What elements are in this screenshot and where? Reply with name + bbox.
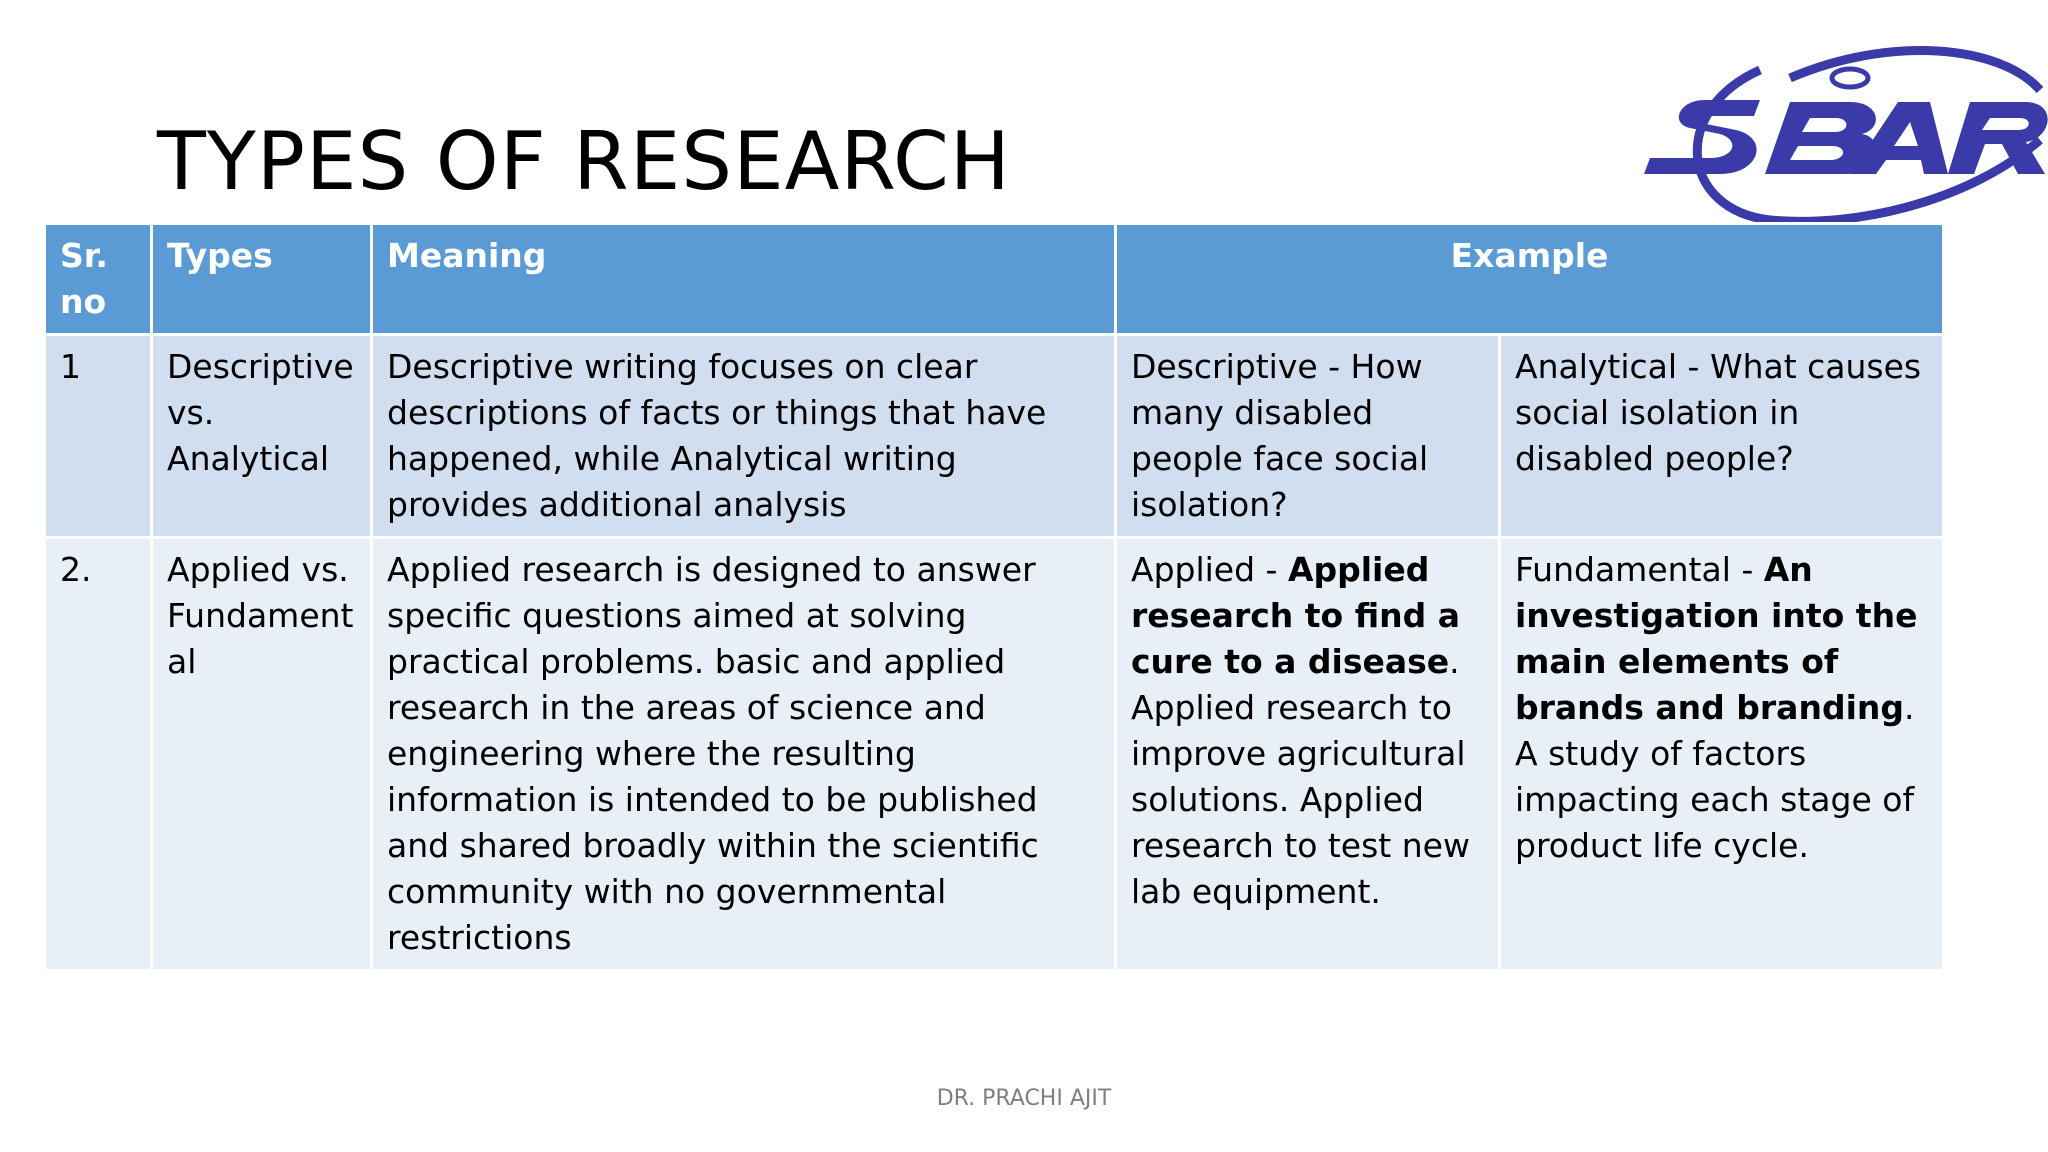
example-applied-prefix: Applied - (1131, 550, 1288, 589)
example-fundamental-bold: An investigation into the main elements of brands and branding (1515, 550, 1918, 727)
table-header-row (45, 224, 1944, 335)
cell-example-analytical: Analytical - What causes social isolation in disabled people? (1500, 335, 1944, 538)
example-applied-bold: Applied research to find a cure to a disease (1131, 550, 1461, 681)
sibar-logo (1640, 30, 2048, 230)
cell-example-applied (1116, 538, 1500, 971)
header-types: Types (152, 224, 372, 335)
cell-example-fundamental (1500, 538, 1944, 971)
header-meaning: Meaning (372, 224, 1116, 335)
slide-title: TYPES OF RESEARCH (157, 115, 1011, 208)
cell-types: Descriptive vs. Analytical (152, 335, 372, 538)
header-sr-no: Sr. no (45, 224, 152, 335)
research-types-table (43, 222, 1945, 972)
cell-sr-no: 2. (45, 538, 152, 971)
example-fundamental-rest: . A study of factors impacting each stage of product life cycle. (1515, 688, 1915, 865)
slide-footer: DR. PRACHI AJIT (936, 1086, 1112, 1111)
cell-sr-no: 1 (45, 335, 152, 538)
cell-types: Applied vs. Fundament al (152, 538, 372, 971)
example-fundamental-prefix: Fundamental - (1515, 550, 1764, 589)
example-applied-rest: . Applied research to improve agricultural solutions. Applied research to test new lab equipment. (1131, 642, 1470, 911)
cell-example-descriptive: Descriptive - How many disabled people face social isolation? (1116, 335, 1500, 538)
header-example: Example (1116, 224, 1944, 335)
table-row (45, 335, 1944, 538)
cell-meaning: Descriptive writing focuses on clear descriptions of facts or things that have happened, while Analytical writing provides additional analysis (372, 335, 1116, 538)
table-row (45, 538, 1944, 971)
cell-meaning: Applied research is designed to answer specific questions aimed at solving practical problems. basic and applied research in the areas of science and engineering where the resulting information is intended to be published and shared broadly within the scientific community with no governmental restrictions (372, 538, 1116, 971)
